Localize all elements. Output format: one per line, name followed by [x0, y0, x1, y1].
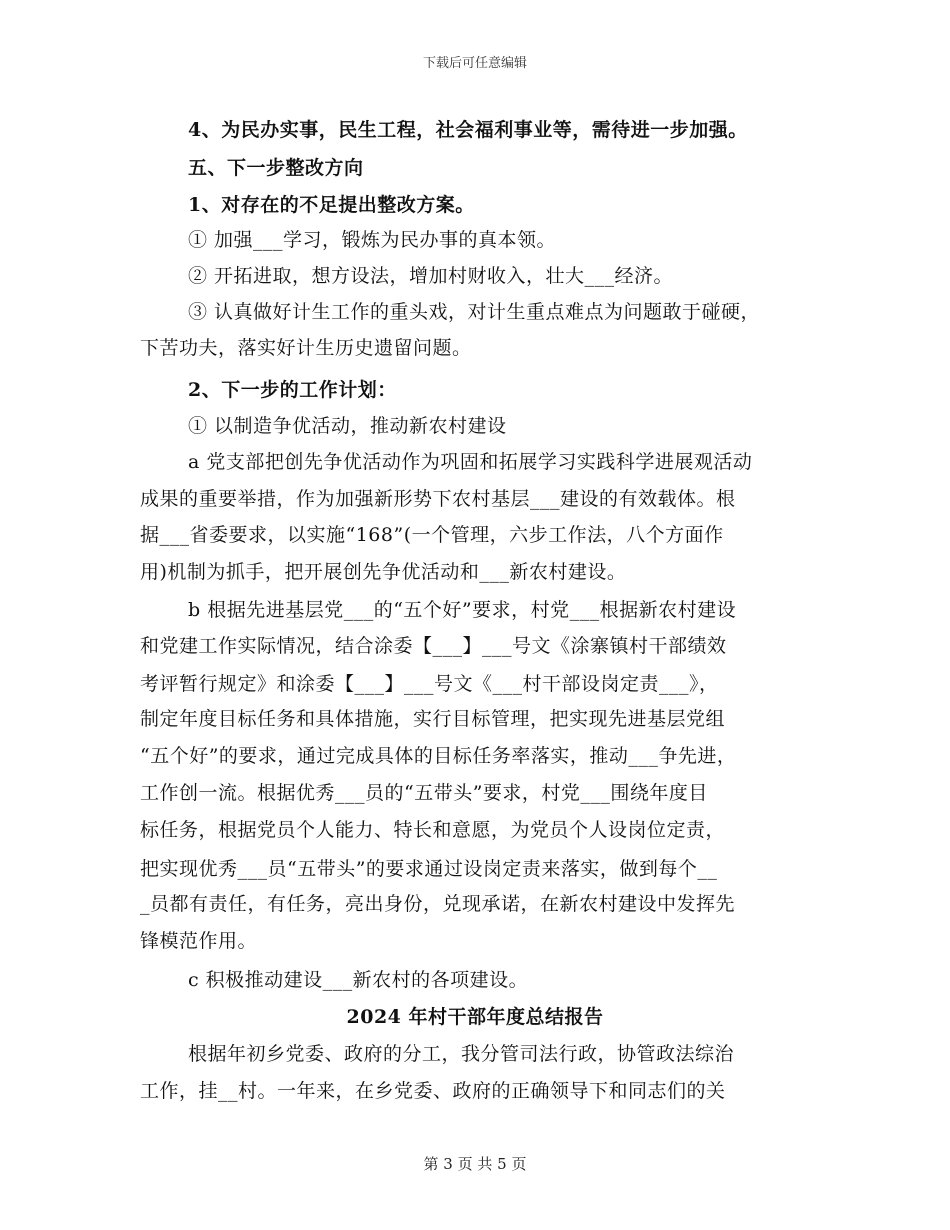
body-line: 4、为民办实事，民生工程，社会福利事业等，需待进一步加强。 [188, 119, 748, 141]
body-line: ③ 认真做好计生工作的重头戏，对计生重点难点为问题敢于碰硬， [188, 301, 761, 323]
body-line: 五、下一步整改方向 [188, 157, 364, 179]
body-line: a 党支部把创先争优活动作为巩固和拓展学习实践科学进展观活动 [188, 451, 753, 473]
body-line: 标任务，根据党员个人能力、特长和意愿，为党员个人设岗位定责， [140, 819, 726, 841]
body-line: b 根据先进基层党___的“五个好”要求，村党___根据新农村建设 [188, 599, 737, 621]
page-header: 下载后可任意编辑 [422, 56, 527, 71]
body-line: 下苦功夫，落实好计生历史遗留问题。 [140, 337, 472, 359]
body-line: 用)机制为抓手，把开展创先争优活动和___新农村建设。 [140, 561, 627, 583]
body-line: 考评暂行规定》和涂委【___】___号文《___村干部设岗定责___》， [140, 673, 719, 695]
body-line: 根据年初乡党委、政府的分工，我分管司法行政，协管政法综治 [188, 1043, 735, 1065]
body-line: _员都有责任，有任务，亮出身份，兑现承诺，在新农村建设中发挥先 [140, 893, 736, 915]
body-line: c 积极推动建设___新农村的各项建设。 [188, 969, 529, 991]
body-line: ① 加强___学习，锻炼为民办事的真本领。 [188, 229, 557, 251]
body-line: 把实现优秀___员“五带头”的要求通过设岗定责来落实，做到每个__ [140, 858, 718, 880]
body-line: 1、对存在的不足提出整改方案。 [188, 194, 475, 216]
body-line: 工作创一流。根据优秀___员的“五带头”要求，村党___围绕年度目 [140, 782, 708, 804]
body-line: ② 开拓进取，想方设法，增加村财收入，壮大___经济。 [188, 265, 674, 287]
page-footer: 第 3 页 共 5 页 [423, 1155, 527, 1173]
body-line: 制定年度目标任务和具体措施，实行目标管理，把实现先进基层党组 [140, 708, 726, 730]
body-line: ① 以制造争优活动，推动新农村建设 [188, 415, 507, 437]
body-line: 据___省委要求，以实施“168”(一个管理，六步工作法，八个方面作 [140, 524, 724, 546]
body-line: 锋模范作用。 [140, 930, 258, 952]
body-line: 和党建工作实际情况，结合涂委【___】___号文《涂寨镇村干部绩效 [140, 635, 727, 657]
body-line: 2、下一步的工作计划： [188, 379, 397, 401]
body-line: “五个好”的要求，通过完成具体的目标任务率落实，推动___争先进， [140, 745, 737, 767]
body-line: 成果的重要举措，作为加强新形势下农村基层___建设的有效载体。根 [140, 488, 736, 510]
body-line: 工作，挂__村。一年来，在乡党委、政府的正确领导下和同志们的关 [140, 1080, 726, 1102]
document-title: 2024 年村干部年度总结报告 [346, 1006, 604, 1028]
